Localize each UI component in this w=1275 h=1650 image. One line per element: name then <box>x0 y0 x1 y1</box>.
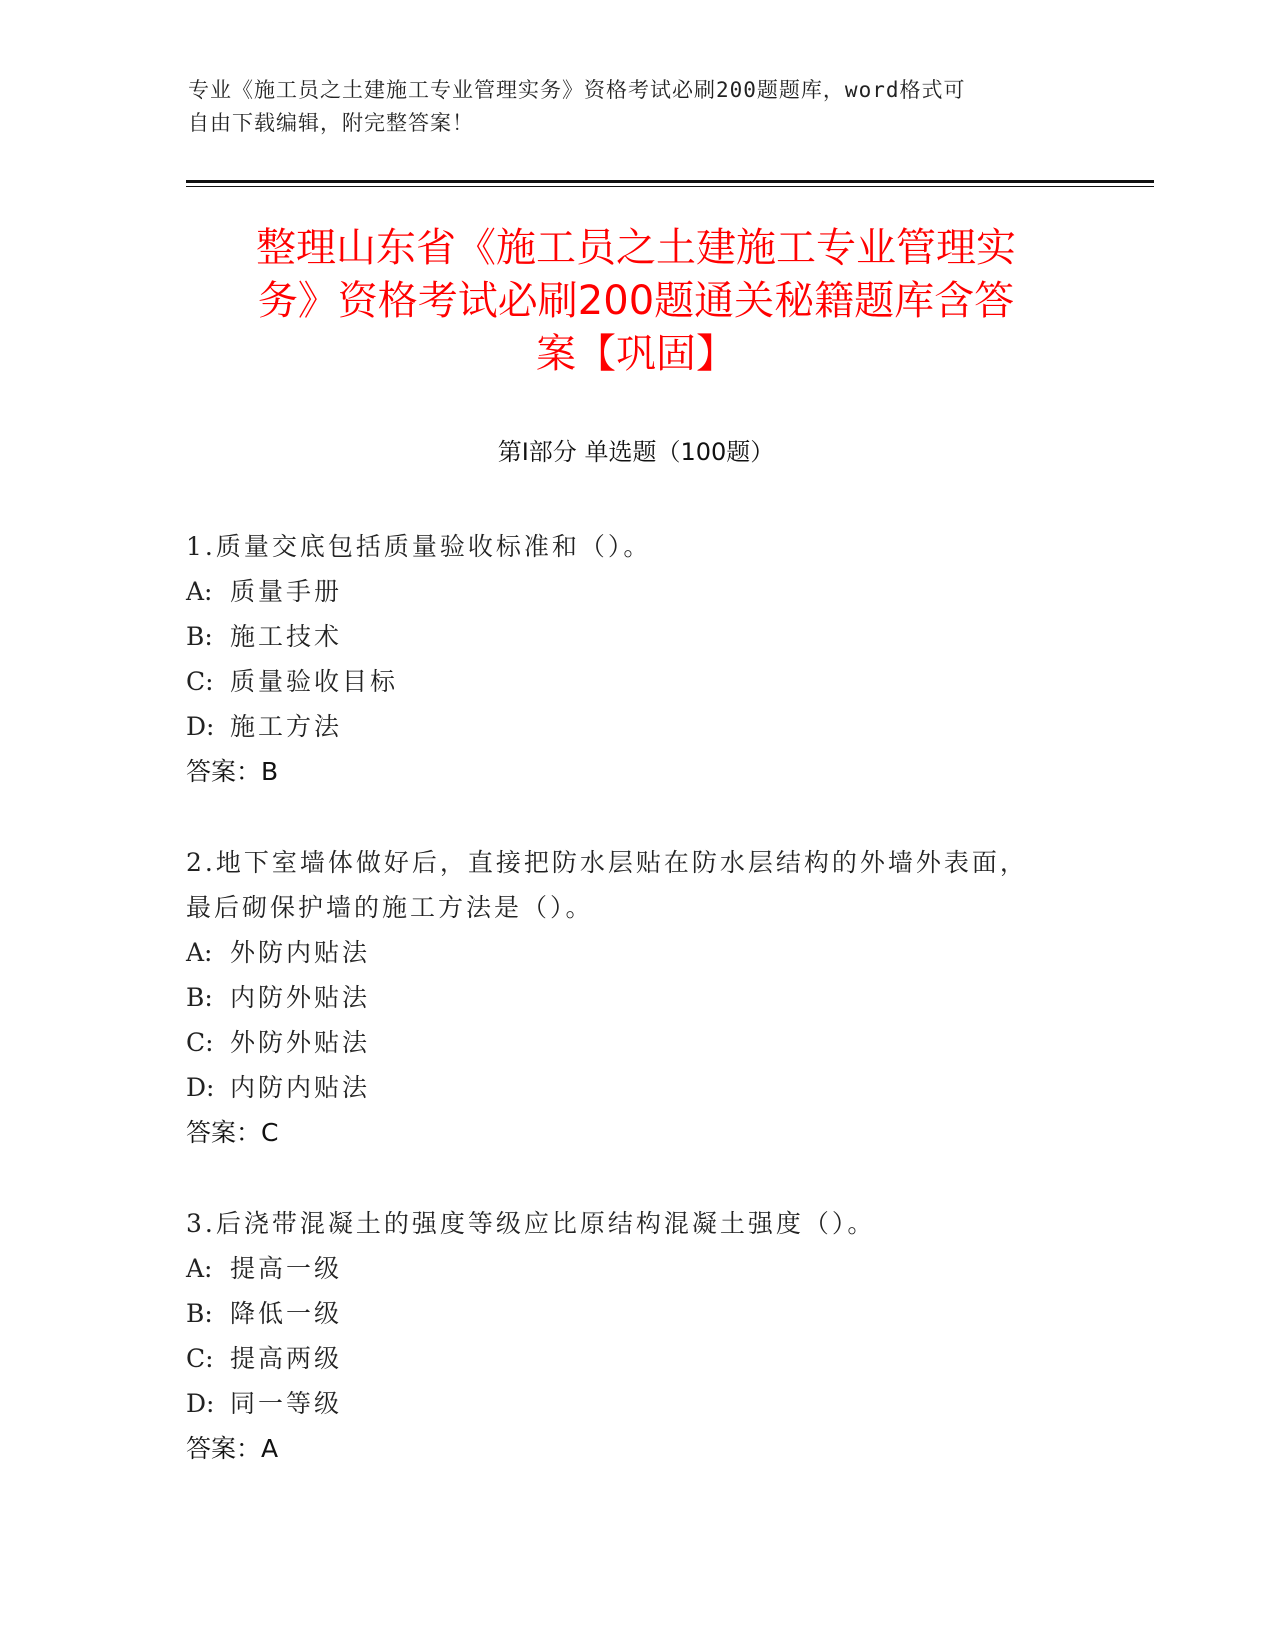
option-text: 降低一级 <box>230 1299 343 1328</box>
option-key: C: <box>186 667 214 696</box>
document-title <box>186 222 1086 381</box>
header-divider-thin <box>186 186 1154 187</box>
option-text: 提高两级 <box>230 1344 343 1373</box>
option-key: D: <box>186 1073 215 1102</box>
option-a <box>186 1246 1066 1291</box>
header-note-line-2: 自由下载编辑，附完整答案！ <box>188 111 474 135</box>
option-text: 外防内贴法 <box>230 938 371 967</box>
option-b <box>186 975 1066 1020</box>
document-title-line-3: 案【巩固】 <box>536 331 736 377</box>
option-key: A: <box>186 938 213 967</box>
option-text: 同一等级 <box>230 1389 343 1418</box>
question-3 <box>186 1201 1066 1471</box>
header-note <box>188 74 1068 140</box>
answer: 答案：A <box>186 1434 279 1463</box>
option-text: 内防内贴法 <box>230 1073 371 1102</box>
option-c <box>186 659 1066 704</box>
document-title-line-2: 务》资格考试必刷200题通关秘籍题库含答 <box>257 278 1015 324</box>
option-text: 施工方法 <box>230 712 343 741</box>
question-stem: 2.地下室墙体做好后，直接把防水层贴在防水层结构的外墙外表面， <box>186 848 1028 877</box>
question-1 <box>186 524 1066 794</box>
option-key: C: <box>186 1344 214 1373</box>
option-c <box>186 1336 1066 1381</box>
header-note-line-1: 专业《施工员之土建施工专业管理实务》资格考试必刷200题题库，word格式可 <box>188 78 966 102</box>
option-key: D: <box>186 1389 215 1418</box>
option-a <box>186 930 1066 975</box>
option-d <box>186 704 1066 749</box>
option-b <box>186 614 1066 659</box>
header-divider-thick <box>186 180 1154 183</box>
option-text: 质量验收目标 <box>230 667 399 696</box>
option-text: 质量手册 <box>230 577 343 606</box>
option-key: B: <box>186 983 213 1012</box>
option-key: A: <box>186 1254 213 1283</box>
option-text: 提高一级 <box>230 1254 343 1283</box>
question-stem-continued: 最后砌保护墙的施工方法是（）。 <box>186 893 594 922</box>
option-key: B: <box>186 1299 213 1328</box>
option-a <box>186 569 1066 614</box>
option-key: D: <box>186 712 215 741</box>
question-2 <box>186 840 1066 1155</box>
question-stem: 3.后浇带混凝土的强度等级应比原结构混凝土强度（）。 <box>186 1209 876 1238</box>
option-d <box>186 1381 1066 1426</box>
option-text: 施工技术 <box>230 622 343 651</box>
option-c <box>186 1020 1066 1065</box>
question-list <box>186 524 1066 1517</box>
option-key: B: <box>186 622 213 651</box>
option-text: 外防外贴法 <box>230 1028 371 1057</box>
question-stem: 1.质量交底包括质量验收标准和（）。 <box>186 532 652 561</box>
option-key: A: <box>186 577 213 606</box>
answer: 答案：B <box>186 757 279 786</box>
answer: 答案：C <box>186 1118 279 1147</box>
document-title-line-1: 整理山东省《施工员之土建施工专业管理实 <box>256 225 1016 271</box>
option-text: 内防外贴法 <box>230 983 371 1012</box>
option-d <box>186 1065 1066 1110</box>
section-title: 第Ⅰ部分 单选题（100题） <box>497 438 775 466</box>
option-key: C: <box>186 1028 214 1057</box>
option-b <box>186 1291 1066 1336</box>
